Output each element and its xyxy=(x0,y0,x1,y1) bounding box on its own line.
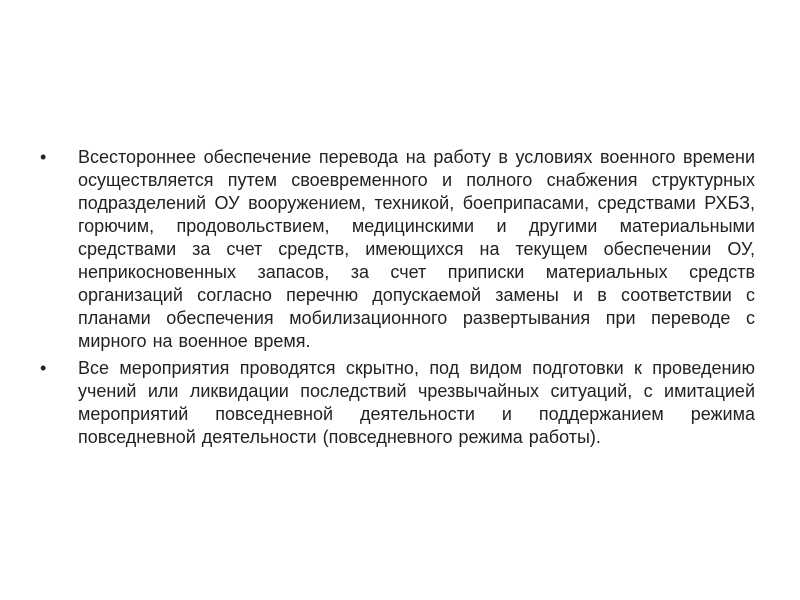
bullet-marker: • xyxy=(40,147,47,167)
bullet-marker: • xyxy=(40,358,47,378)
bullet-item-covert-measures xyxy=(40,357,755,449)
bullet-text: Всестороннее обеспечение перевода на работу в условиях военного времени осуществляется путем своевременного и полного снабжения структурных подразделений ОУ вооружением, техникой, боеприпасами, средствами РХБЗ, горючим, продовольствием, медицинскими и другими материальными средствами за счет средств, имеющихся на текущем обеспечении ОУ, неприкосновенных запасов, за счет приписки материальных средств организаций согласно перечню допускаемой замены и в соответствии с планами обеспечения мобилизационного развертывания при переводе с мирного на военное время. xyxy=(78,147,755,351)
bullet-list xyxy=(40,146,755,453)
bullet-text: Все мероприятия проводятся скрытно, под видом подготовки к проведению учений или ликвидации последствий чрезвычайных ситуаций, с имитацией мероприятий повседневной деятельности и поддержанием режима повседневной деятельности (повседневного режима работы). xyxy=(78,358,755,447)
bullet-item-mobilization-support xyxy=(40,146,755,353)
